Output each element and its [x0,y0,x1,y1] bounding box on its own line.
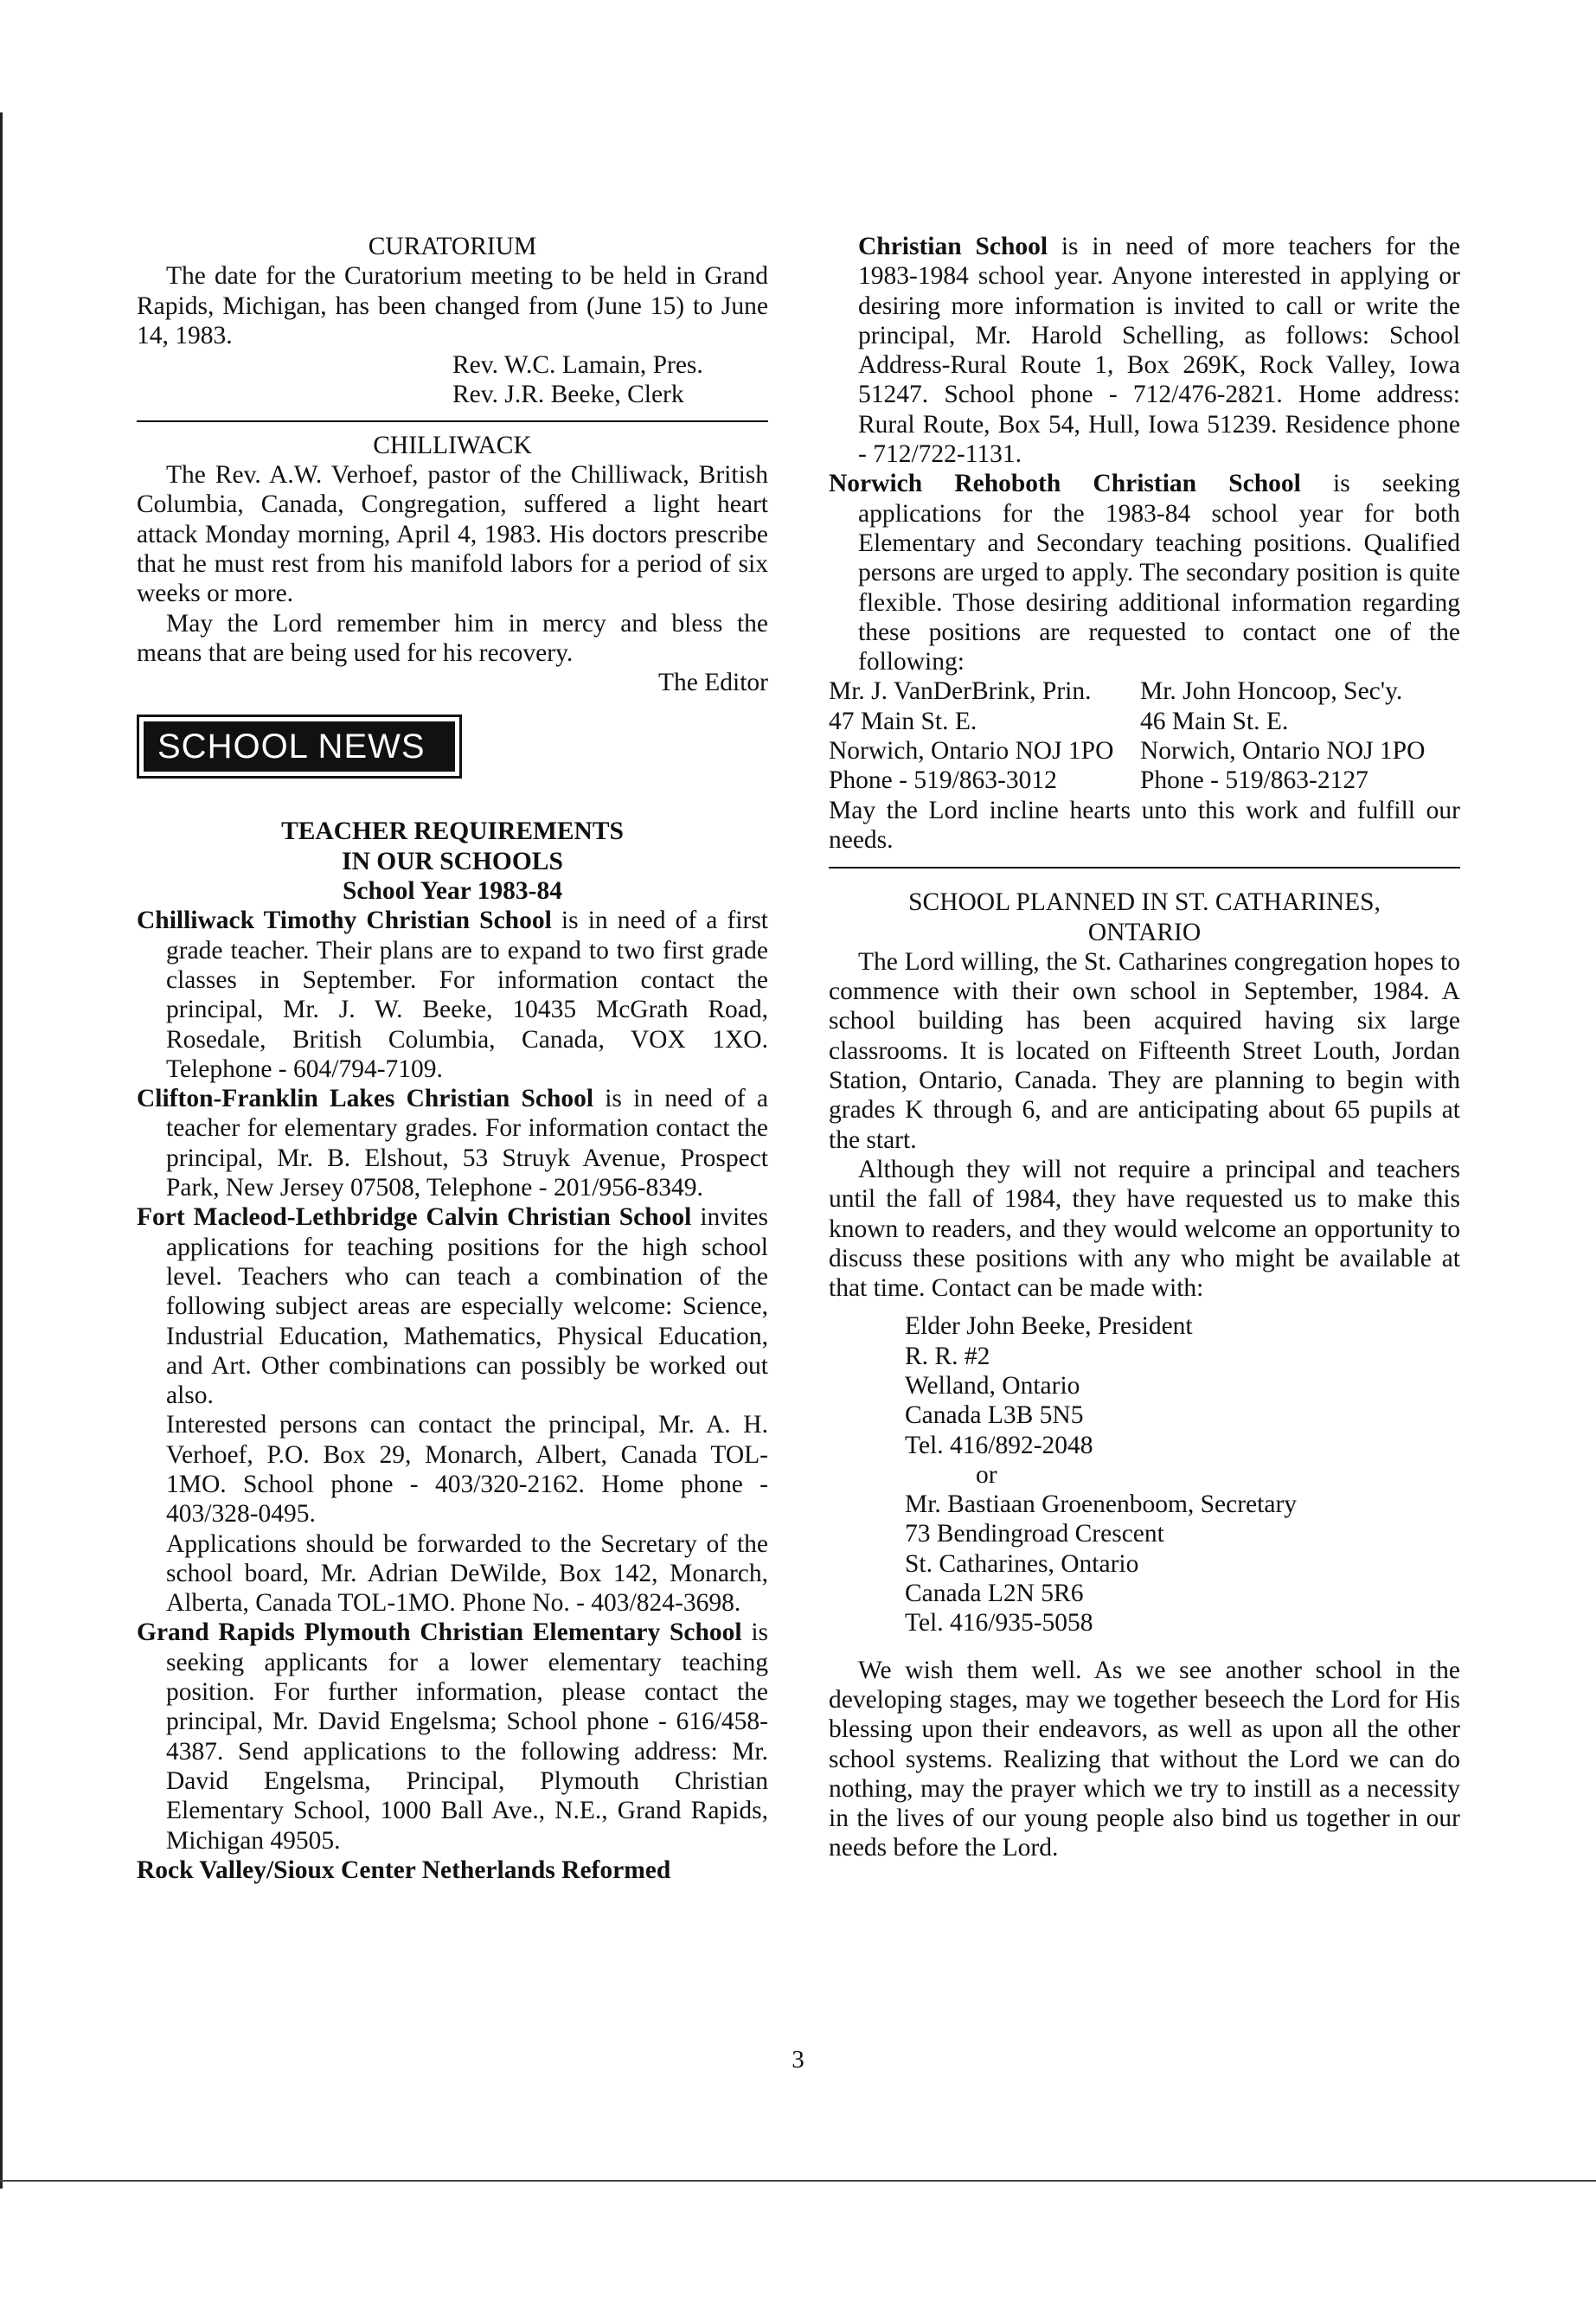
teacher-requirements-heading: TEACHER REQUIREMENTS [281,817,624,846]
curatorium-body: The date for the Curatorium meeting to be held in Grand Rapids, Michigan, has been changed from (June 15) to June 14, 1983. [137,262,768,349]
school-name: Norwich Rehoboth Christian School [829,470,1301,498]
section-divider [137,420,768,422]
address-line: Mr. Bastiaan Groenenboom, Secretary [905,1490,1298,1519]
school-listing-continued [829,232,1460,469]
school-listing [137,1618,768,1855]
address-line: St. Catharines, Ontario [905,1549,1139,1578]
curatorium-signature-president: Rev. W.C. Lamain, Pres. [452,351,703,380]
contact-line: Norwich, Ontario NOJ 1PO [829,737,1114,766]
page-edge-bottom [0,2180,1596,2182]
st-catharines-paragraph: Although they will not require a principal and teachers until the fall of 1984, they have requested us to make this known to readers, and they would welcome an opportunity to discuss these positions with any who might be available at that time. Contact can be made with: [829,1155,1460,1303]
chilliwack-section [137,431,768,698]
chilliwack-signature: The Editor [658,669,768,697]
norwich-contacts [829,676,1460,795]
address-line: Tel. 416/892-2048 [905,1431,1093,1459]
page-edge [0,112,3,2189]
or-separator: or [976,1460,997,1489]
curatorium-heading: CURATORIUM [368,233,537,260]
school-name: Grand Rapids Plymouth Christian Elementary School [137,1618,742,1647]
chilliwack-paragraph: May the Lord remember him in mercy and bless the means that are being used for his recovery. [137,609,768,667]
chilliwack-paragraph: The Rev. A.W. Verhoef, pastor of the Chilliwack, British Columbia, Canada, Congregation, suffered a light heart attack Monday morning, April 4, 1983. His doctors prescribe that he must rest from his manifold labors for a period of six weeks or more. [137,461,768,608]
address-line: Tel. 416/935-5058 [905,1609,1093,1638]
school-listing [829,469,1460,676]
contact-block-president [829,1311,1460,1459]
contact-line: Mr. John Honcoop, Sec'y. [1140,677,1403,706]
school-listing-continued: Applications should be forwarded to the Secretary of the school board, Mr. Adrian DeWilde, Box 142, Monarch, Alberta, Canada TOL-1MO. Phone No. - 403/824-3698. [166,1529,768,1618]
address-line: Welland, Ontario [905,1371,1080,1400]
left-column [137,232,768,1885]
section-divider [829,867,1460,868]
school-name: Chilliwack Timothy Christian School [137,907,552,935]
school-listing [137,1202,768,1410]
school-news-banner [137,715,462,779]
address-line: Canada L3B 5N5 [905,1401,1084,1430]
contact-line: Phone - 519/863-3012 [829,766,1057,795]
school-listing-continued: Interested persons can contact the principal, Mr. A. H. Verhoef, P.O. Box 29, Monarch, Albert, Canada TOL-1MO. School phone - 403/320-2162. Home phone - 403/328-0495. [166,1411,768,1529]
school-listing [137,906,768,1084]
contact-block-secretary [829,1490,1460,1638]
address-line: R. R. #2 [905,1342,990,1370]
contact-line: Phone - 519/863-2127 [1140,766,1368,795]
contact-line: Norwich, Ontario NOJ 1PO [1140,737,1426,766]
school-year-subheading: School Year 1983-84 [342,877,563,906]
school-listing-text: is in need of a first grade teacher. Their plans are to expand to two first grade classes in September. For information contact the principal, Mr. J. W. Beeke, 10435 McGrath Road, Rosedale, British Columbia, Canada, VOX 1XO. Telephone - 604/794-7109. [166,907,768,1083]
curatorium-section [137,232,768,410]
school-name: Clifton-Franklin Lakes Christian School [137,1085,594,1113]
teacher-requirements-heading: IN OUR SCHOOLS [342,847,563,875]
norwich-closing: May the Lord incline hearts unto this work and fulfill our needs. [829,796,1460,854]
school-listing-text: is seeking applications for the 1983-84 school year for both Elementary and Secondary teaching positions. Qualified persons are urged to apply. The secondary position is quite flexible. Those desiring additional information regarding these positions are requested to contact one of the following: [858,470,1460,676]
teacher-requirements-section [137,817,768,1885]
page-number: 3 [792,2046,804,2073]
chilliwack-heading: CHILLIWACK [373,431,532,459]
address-line: 73 Bendingroad Crescent [905,1520,1164,1548]
contact-line: 47 Main St. E. [829,707,977,735]
school-listing-text: is in need of more teachers for the 1983-1984 school year. Anyone interested in applying or desiring more information is invited to call or write the principal, Mr. Harold Schelling, as follows: School Address-Rural Route 1, Box 269K, Rock Valley, Iowa 51247. School phone - 712/476-2821. Home address: Rural Route, Box 54, Hull, Iowa 51239. Residence phone - 712/722-1131. [858,233,1460,469]
school-listing-text: invites applications for teaching positions for the high school level. Teachers who can teach a combination of the following subject areas are especially welcome: Science, Industrial Education, Mathematics, Physical Education, and Art. Other combinations can possibly be worked out also. [166,1203,768,1410]
st-catharines-heading: SCHOOL PLANNED IN ST. CATHARINES, [908,888,1381,917]
right-column [829,232,1460,1863]
contact-line: 46 Main St. E. [1140,707,1289,735]
school-name: Rock Valley/Sioux Center Netherlands Reformed [137,1856,671,1884]
curatorium-signature-clerk: Rev. J.R. Beeke, Clerk [452,381,684,409]
contact-line: Mr. J. VanDerBrink, Prin. [829,677,1092,706]
st-catharines-paragraph: We wish them well. As we see another school in the developing stages, may we together beseech the Lord for His blessing upon their endeavors, as well as upon all the other school systems. Realizing that without the Lord we can do nothing, may the prayer which we try to instill as a necessity in the lives of our young people also bind us together in our needs before the Lord. [829,1656,1460,1862]
address-line: Canada L2N 5R6 [905,1580,1084,1608]
st-catharines-section [829,888,1460,1863]
st-catharines-paragraph: The Lord willing, the St. Catharines congregation hopes to commence with their own school in September, 1984. A school building has been acquired having six large classrooms. It is located on Fifteenth Street Louth, Jordan Station, Ontario, Canada. They are planning to begin with grades K through 6, and are anticipating about 65 pupils at the start. [829,947,1460,1154]
school-listing [137,1084,768,1202]
school-name: Fort Macleod-Lethbridge Calvin Christian School [137,1203,692,1232]
school-listing-text: is in need of a teacher for elementary grades. For information contact the principal, Mr. B. Elshout, 53 Struyk Avenue, Prospect Park, New Jersey 07508, Telephone - 201/956-8349. [166,1085,768,1202]
school-news-banner-text: SCHOOL NEWS [144,721,455,772]
school-name: Christian School [858,233,1048,260]
st-catharines-heading: ONTARIO [1087,918,1202,946]
school-listing-text: is seeking applicants for a lower elementary teaching position. For further information, please contact the principal, Mr. David Engelsma; School phone - 616/458-4387. Send applications to the following address: Mr. David Engelsma, Principal, Plymouth Christian Elementary School, 1000 Ball Ave., N.E., Grand Rapids, Michigan 49505. [166,1618,768,1855]
address-line: Elder John Beeke, President [905,1312,1193,1341]
